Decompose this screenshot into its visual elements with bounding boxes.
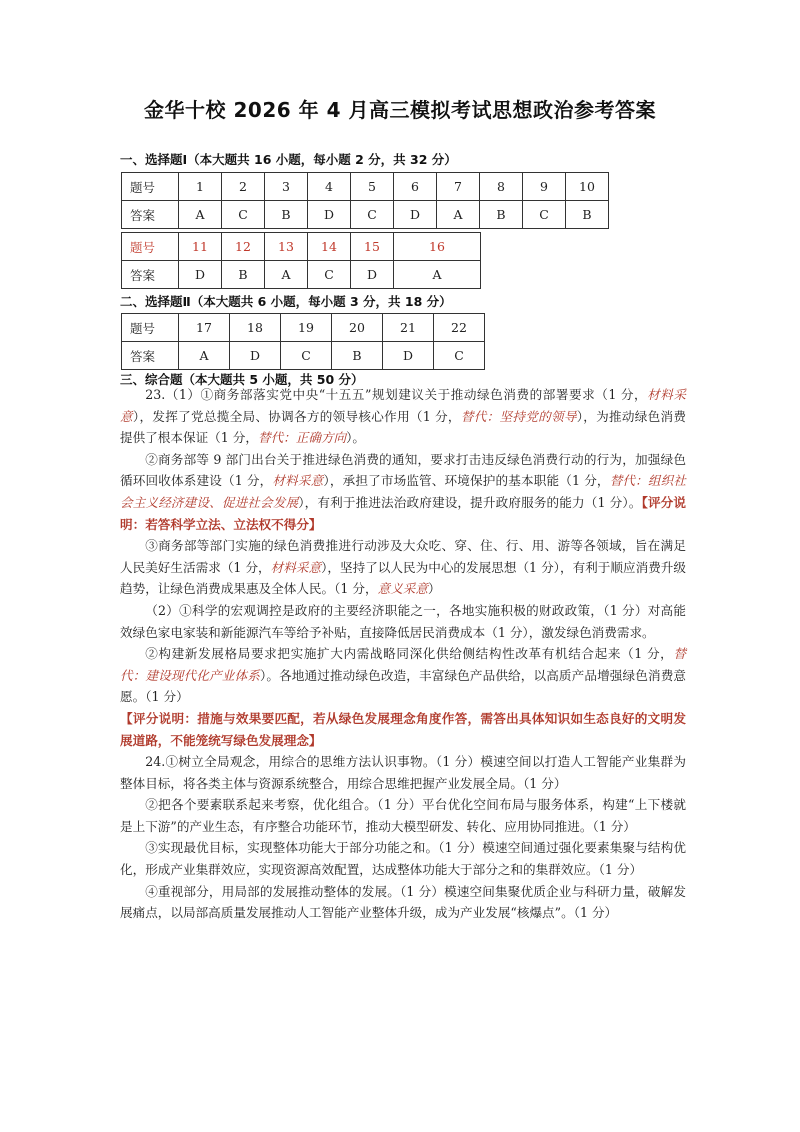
- text: ），发挥了党总揽全局、协调各方的领导核心作用（1 分，: [132, 408, 461, 424]
- scoring-note: 替代：建设现代化产业体系: [120, 646, 686, 683]
- question-number: 16: [394, 233, 481, 261]
- row-label: 答案: [122, 261, 179, 289]
- table-row: [122, 314, 485, 342]
- question-number: 21: [383, 314, 434, 342]
- answer-cell: C: [351, 201, 394, 229]
- text: ）。: [346, 430, 366, 446]
- question-number: 18: [230, 314, 281, 342]
- scoring-note: 意义采意: [377, 581, 428, 597]
- scoring-note: 材料采意: [272, 473, 324, 489]
- text: ），坚持了以人民为中心的发展思想（1 分），有利于顺应消费升级趋势，让绿色消费成果惠及全体人民。（1 分，: [120, 559, 687, 597]
- scoring-note: 材料采意: [270, 559, 322, 575]
- question-number: 15: [351, 233, 394, 261]
- answer-paragraph: （2）①科学的宏观调控是政府的主要经济职能之一，各地实施积极的财政政策，（1 分）对高能效绿色家电家装和新能源汽车等给予补贴，直接降低居民消费成本（1 分），激发绿色消费需求。: [120, 602, 686, 640]
- table-row: [122, 342, 485, 370]
- table-row: [122, 233, 481, 261]
- answer-cell: B: [566, 201, 609, 229]
- question-number: 6: [394, 173, 437, 201]
- question-number: 19: [281, 314, 332, 342]
- question-number: 5: [351, 173, 394, 201]
- table-row: [122, 201, 609, 229]
- scoring-tag: 【评分说明：若答科学立法、立法权不得分】: [120, 494, 687, 532]
- answer-paragraph: ③实现最优目标，实现整体功能大于部分功能之和。（1 分）模速空间通过强化要素集聚与结构优化，形成产业集群效应，实现资源高效配置，达成整体功能大于部分之和的集群效应。（1 分）: [120, 840, 686, 878]
- question-number: 13: [265, 233, 308, 261]
- answer-paragraph: ②把各个要素联系起来考察，优化组合。（1 分）平台优化空间布局与服务体系，构建“上下楼就是上下游”的产业生态，有序整合功能环节，推动大模型研发、转化、应用协同推进。（1 分）: [120, 797, 686, 834]
- table-row: [122, 261, 481, 289]
- text: ），承担了市场监管、环境保护的基本职能（1 分，: [323, 473, 610, 489]
- table-row: [122, 173, 609, 201]
- answer-cell: B: [480, 201, 523, 229]
- scoring-note: 替代：正确方向: [257, 430, 347, 446]
- question-number: 22: [434, 314, 485, 342]
- question-number: 14: [308, 233, 351, 261]
- answer-cell: D: [383, 342, 434, 370]
- answer-paragraph: ④重视部分，用局部的发展推动整体的发展。（1 分）模速空间集聚优质企业与科研力量，破解发展痛点，以局部高质量发展推动人工智能产业整体升级，成为产业发展“核爆点”。（1 分）: [120, 883, 686, 921]
- text: ②商务部等 9 部门出台关于推进绿色消费的通知，要求打击违反绿色消费行动的行为，加强绿色循环回收体系建设（1 分，: [120, 451, 686, 489]
- question-number: 11: [179, 233, 222, 261]
- text: ）: [427, 581, 441, 597]
- answer-cell: D: [230, 342, 281, 370]
- answer-cell: C: [281, 342, 332, 370]
- question-number: 3: [265, 173, 308, 201]
- answer-paragraph: [120, 535, 686, 600]
- answer-cell: C: [308, 261, 351, 289]
- row-label: 题号: [122, 233, 179, 261]
- answer-paragraph: 24.①树立全局观念，用综合的思维方法认识事物。（1 分）模速空间以打造人工智能产业集群为整体目标，将各类主体与资源系统整合，用综合思维把握产业发展全局。（1 分）: [120, 754, 686, 791]
- question-number: 20: [332, 314, 383, 342]
- question-number: 4: [308, 173, 351, 201]
- question-number: 2: [222, 173, 265, 201]
- question-number: 8: [480, 173, 523, 201]
- scoring-note: 替代：组织社会主义经济建设、促进社会发展: [120, 473, 687, 510]
- text: ②构建新发展格局要求把实施扩大内需战略同深化供给侧结构性改革有机结合起来（1 分，: [145, 646, 674, 662]
- scoring-tag: 【评分说明：措施与效果要匹配，若从绿色发展理念角度作答，需答出具体知识如生态良好的文明发展道路，不能笼统写绿色发展理念】: [120, 710, 686, 748]
- answer-body: [120, 384, 686, 924]
- answer-cell: B: [265, 201, 308, 229]
- answer-table-1b: [121, 232, 481, 289]
- answer-cell: C: [523, 201, 566, 229]
- text: ），为推动绿色消费提供了根本保证（1 分，: [120, 408, 687, 446]
- answer-cell: A: [437, 201, 480, 229]
- question-number: 9: [523, 173, 566, 201]
- scoring-note: 材料采意: [120, 387, 687, 424]
- answer-table-2: [121, 313, 485, 370]
- answer-cell: C: [434, 342, 485, 370]
- section2-heading: 二、选择题Ⅱ（本大题共 6 小题，每小题 3 分，共 18 分）: [120, 294, 452, 309]
- answer-cell: A: [265, 261, 308, 289]
- question-number: 10: [566, 173, 609, 201]
- answer-paragraph: [120, 643, 686, 708]
- text: ），有利于推进法治政府建设，提升政府服务的能力（1 分）。: [298, 494, 642, 510]
- answer-paragraph: [120, 449, 686, 535]
- row-label: 答案: [122, 201, 179, 229]
- text: 23.（1）①商务部落实党中央“十五五”规划建议关于推动绿色消费的部署要求（1 分，: [145, 387, 648, 402]
- answer-table-1: [121, 172, 609, 229]
- row-label: 题号: [122, 314, 179, 342]
- question-number: 1: [179, 173, 222, 201]
- answer-cell: D: [351, 261, 394, 289]
- answer-cell: B: [332, 342, 383, 370]
- answer-cell: A: [394, 261, 481, 289]
- answer-cell: B: [222, 261, 265, 289]
- answer-cell: A: [179, 342, 230, 370]
- section1-heading: 一、选择题Ⅰ（本大题共 16 小题，每小题 2 分，共 32 分）: [120, 152, 457, 167]
- answer-paragraph: [120, 384, 686, 449]
- row-label: 题号: [122, 173, 179, 201]
- answer-cell: D: [394, 201, 437, 229]
- text: ）。各地通过推动绿色改造，丰富绿色产品供给，以高质产品增强绿色消费意愿。（1 分）: [120, 667, 687, 705]
- scoring-note: 替代：坚持党的领导: [460, 408, 577, 424]
- section3-heading: 三、综合题（本大题共 5 小题，共 50 分）: [120, 372, 364, 387]
- answer-cell: D: [179, 261, 222, 289]
- answer-cell: C: [222, 201, 265, 229]
- question-number: 7: [437, 173, 480, 201]
- question-number: 12: [222, 233, 265, 261]
- text: ③商务部等部门实施的绿色消费推进行动涉及大众吃、穿、住、行、用、游等各领域，旨在满足人民美好生活需求（1 分，: [120, 538, 686, 575]
- answer-cell: D: [308, 201, 351, 229]
- row-label: 答案: [122, 342, 179, 370]
- page-title: 金华十校 2026 年 4 月高三模拟考试思想政治参考答案: [144, 98, 656, 122]
- question-number: 17: [179, 314, 230, 342]
- answer-cell: A: [179, 201, 222, 229]
